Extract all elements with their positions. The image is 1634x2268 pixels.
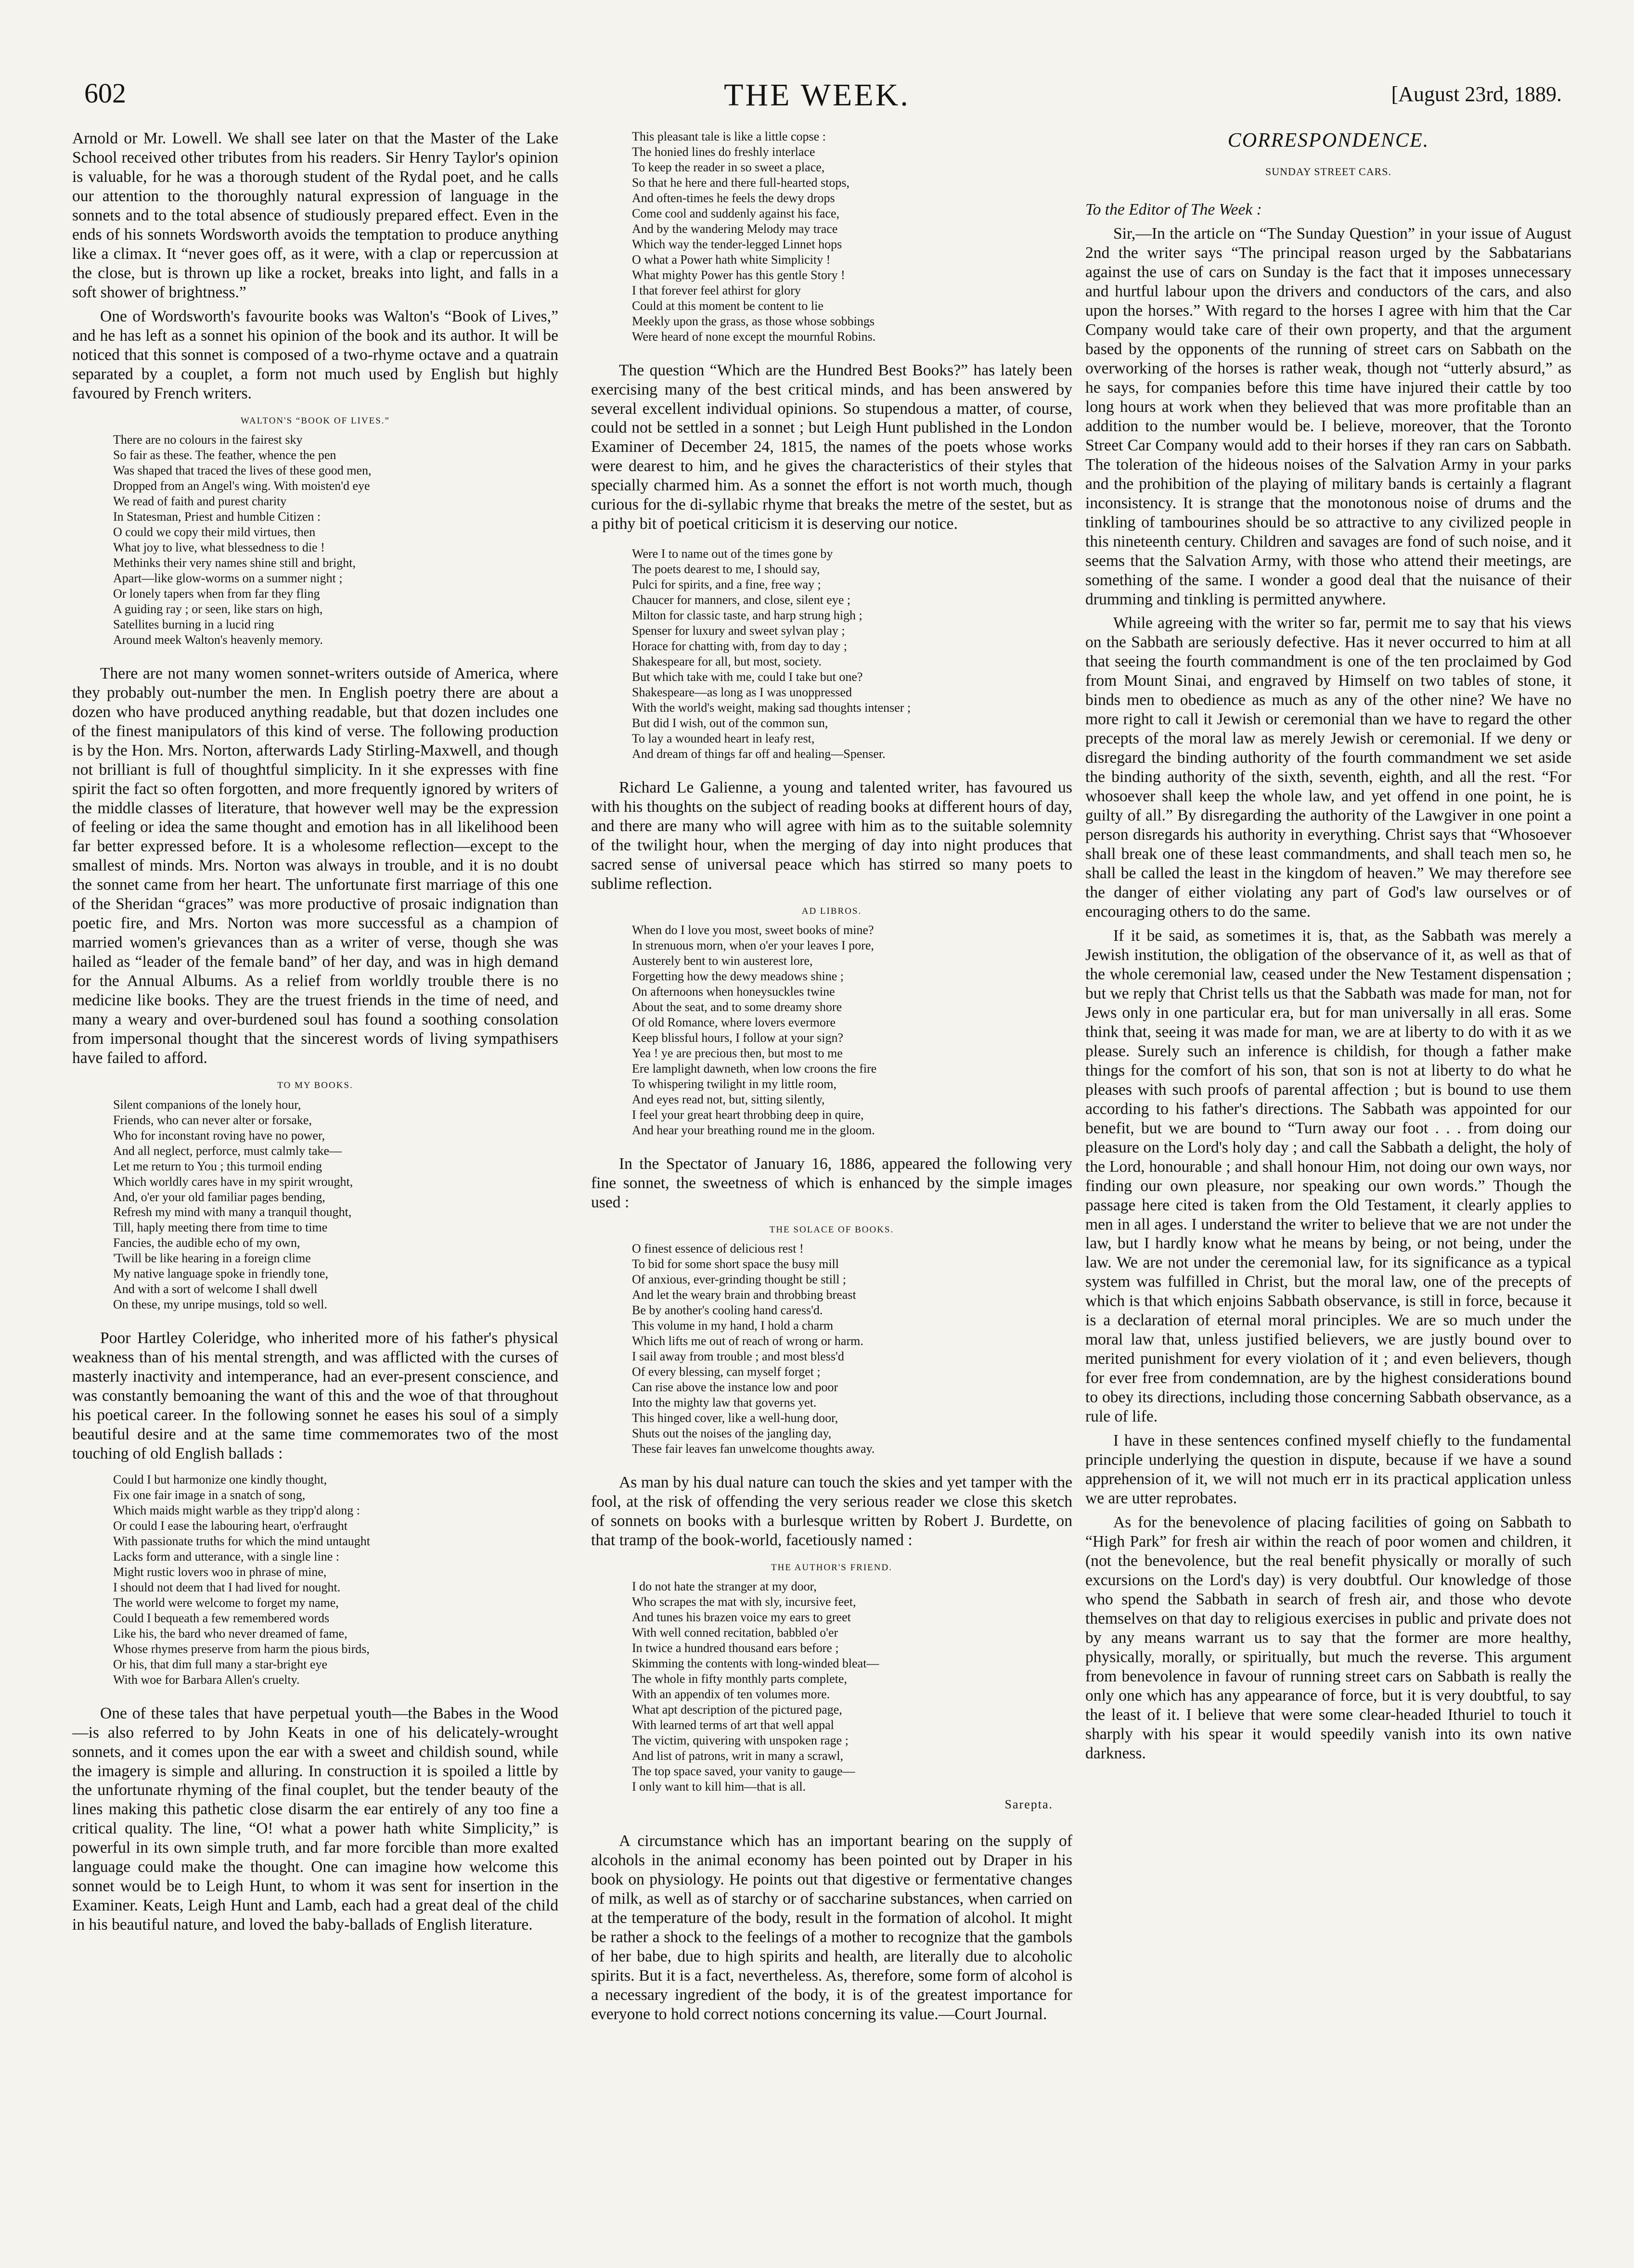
poem-line: But which take with me, could I take but one? xyxy=(632,670,863,684)
poem-line: But did I wish, out of the common sun, xyxy=(632,716,828,730)
poem-line: Apart—like glow-worms on a summer night ; xyxy=(113,571,343,585)
poem-line: And let the weary brain and throbbing breast xyxy=(632,1288,856,1302)
poem-line: And dream of things far off and healing—Spenser. xyxy=(632,746,886,761)
poem-line: My native language spoke in friendly tone, xyxy=(113,1267,328,1281)
poem-line: With passionate truths for which the mind untaught xyxy=(113,1534,371,1548)
poem-line: On afternoons when honeysuckles twine xyxy=(632,985,835,999)
article-paragraph: There are not many women sonnet-writers outside of America, where they probably out-number the men. In English poetry there are about a dozen who have produced anything readable, but that dozen includes one of the finest manipulators of this kind of verse. The following production is by the Hon. Mrs. Norton, afterwards Lady Stirling-Maxwell, and though not brilliant is full of thoughtful simplicity. In it she expresses with fine spirit the fact so often forgotten, and more frequently ignored by writers of the middle classes of literature, that however well may be the expression of feeling or idea the same thought and emotion has in all likelihood been far better expressed before. It is a wholesome reflection—except to the smallest of minds. Mrs. Norton was always in trouble, and it is no doubt the sonnet came from her heart. The unfortunate first marriage of this one of the Sheridan “graces” was more productive of prosaic indignation than poetic fire, and Mrs. Norton was more successful as a champion of married women's grievances than as a writer of verse, though she was hailed as “leader of the female band” of her day, and was in high demand for the Annual Albums. As a relief from worldly trouble there is no medicine like books. They are the truest friends in the time of need, and many a weary and over-burdened soul has found a soothing consolation from impersonal thought that the sincerest words of living sympathisers have failed to afford. xyxy=(72,664,558,1067)
poem-line: Forgetting how the dewy meadows shine ; xyxy=(632,969,844,984)
poem-line: Dropped from an Angel's wing. With moisten'd eye xyxy=(113,479,370,493)
poem-line: So that he here and there full-hearted stops, xyxy=(632,175,849,190)
poem-line: O finest essence of delicious rest ! xyxy=(632,1242,804,1256)
poem-line: Let me return to You ; this turmoil ending xyxy=(113,1159,322,1173)
poem-line: With the world's weight, making sad thoughts intenser ; xyxy=(632,700,911,715)
poem-line: Or could I ease the labouring heart, o'erfraught xyxy=(113,1518,347,1533)
poem-line: So fair as these. The feather, whence the pen xyxy=(113,448,336,462)
poem-line: About the seat, and to some dreamy shore xyxy=(632,1000,842,1014)
poem-line: This hinged cover, like a well-hung door, xyxy=(632,1411,838,1425)
poem-line: A guiding ray ; or seen, like stars on high, xyxy=(113,602,323,616)
poem-line: Who for inconstant roving have no power, xyxy=(113,1128,325,1142)
poem-line: Ere lamplight dawneth, when low croons the fire xyxy=(632,1061,877,1076)
poem-line: And list of patrons, writ in many a scrawl, xyxy=(632,1749,844,1763)
poem-line: Shuts out the noises of the jangling day, xyxy=(632,1426,832,1440)
poem-line: There are no colours in the fairest sky xyxy=(113,433,303,447)
poem-line: The victim, quivering with unspoken rage ; xyxy=(632,1733,849,1748)
poem-line: I only want to kill him—that is all. xyxy=(632,1779,806,1794)
poem-line: Of every blessing, can myself forget ; xyxy=(632,1365,821,1379)
poem-line: And eyes read not, but, sitting silently, xyxy=(632,1092,825,1106)
poem xyxy=(632,129,1072,345)
article-paragraph: As man by his dual nature can touch the skies and yet tamper with the fool, at the risk of offending the very serious reader we close this sketch of sonnets on books with a burlesque written by Robert J. Burdette, on that tramp of the book-world, facetiously named : xyxy=(591,1473,1072,1549)
poem-line: In twice a hundred thousand ears before ; xyxy=(632,1641,839,1655)
poem-line: Around meek Walton's heavenly memory. xyxy=(113,632,323,647)
poem-line: Of anxious, ever-grinding thought be still ; xyxy=(632,1272,847,1287)
poem-line: What joy to live, what blessedness to die ! xyxy=(113,540,325,554)
poem-line: I feel your great heart throbbing deep in quire, xyxy=(632,1107,864,1122)
poem-line: Till, haply meeting there from time to time xyxy=(113,1220,328,1235)
letter-paragraph: Sir,—In the article on “The Sunday Question” in your issue of August 2nd the writer says “The principal reason urged by the Sabbatarians against the use of cars on Sunday is the fact that it imposes unnecessary and hurtful labour upon the drivers and conductors of the cars, and also upon the horses.” With regard to the horses I agree with him that the Car Company would take care of their own property, and that the argument based by the opponents of the running of street cars on Sabbath on the overworking of the horses is rather weak, though not “utterly absurd,” as he says, for companies before this time have injured their cattle by too long hours at work when they believed that was more profitable than an addition to the number would be. I believe, moreover, that the Toronto Street Car Company would add to their horses if they ran cars on Sabbath. The toleration of the hideous noises of the Salvation Army in your parks and the prohibition of the playing of military bands is certainly a flagrant inconsistency. It is strange that the monotonous noise of drums and the tinkling of tambourines should be so attractive to any civilized people in this nineteenth century. Children and savages are fond of such noise, and it seems that the Salvation Army, with those who attend their meetings, are something of the same. I wonder a good deal that the nuisance of their drumming and tinkling is permitted anywhere. xyxy=(1085,225,1571,608)
poem-line: Could I but harmonize one kindly thought, xyxy=(113,1473,327,1487)
poem-line: Were heard of none except the mournful Robins. xyxy=(632,329,876,344)
poem-line: Silent companions of the lonely hour, xyxy=(113,1097,301,1112)
poem-line: Be by another's cooling hand caress'd. xyxy=(632,1303,823,1318)
masthead-title: THE WEEK. xyxy=(724,77,910,113)
poem-title: THE SOLACE OF BOOKS. xyxy=(769,1224,894,1235)
poem-line: I should not deem that I had lived for nought. xyxy=(113,1580,341,1594)
poem-line: Yea ! ye are precious then, but most to me xyxy=(632,1046,843,1061)
poem-line: Skimming the contents with long-winded bleat— xyxy=(632,1656,879,1671)
article-paragraph: In the Spectator of January 16, 1886, appeared the following very fine sonnet, the sweetness of which is enhanced by the simple images used : xyxy=(591,1154,1072,1211)
poem-line: I do not hate the stranger at my door, xyxy=(632,1579,817,1594)
poem xyxy=(632,923,1072,1138)
column-right xyxy=(1085,129,1571,2237)
poem-line: This volume in my hand, I hold a charm xyxy=(632,1319,834,1333)
poem-line: And often-times he feels the dewy drops xyxy=(632,191,835,205)
poem-line: Refresh my mind with many a tranquil thought, xyxy=(113,1205,352,1219)
poem xyxy=(632,546,1072,762)
poem-line: When do I love you most, sweet books of mine? xyxy=(632,923,874,937)
poem-line: Shakespeare for all, but most, society. xyxy=(632,654,822,669)
letter-paragraph: I have in these sentences confined myself chiefly to the fundamental principle underlying the question in dispute, because if we have a sound apprehension of it, we will not much err in its practical application unless we are utter reprobates. xyxy=(1085,1432,1571,1508)
column-middle xyxy=(591,129,1072,2237)
poem-line: Into the mighty law that governs yet. xyxy=(632,1396,817,1410)
poem-line: What mighty Power has this gentle Story ! xyxy=(632,268,845,282)
poem-line: The world were welcome to forget my name, xyxy=(113,1595,339,1610)
signature: Sarepta. xyxy=(1004,1797,1053,1811)
letter-paragraph: While agreeing with the writer so far, permit me to say that his views on the Sabbath are seriously defective. Has it never occurred to him at all that seeing the fourth commandment is one of the ten proclaimed by God from Mount Sinai, and engraved by Himself on two tables of stone, it binds men to obedience as much as any of the other nine? We have no more right to call it Jewish or ceremonial than we have to regard the other precepts of the moral law as merely Jewish or ceremonial. If we deny or disregard the binding authority of the fourth commandment we set aside the binding authority of the sixth, seventh, eighth, and all the rest. “For whosoever shall keep the whole law, and yet offend in one point, he is guilty of all.” By disregarding the authority of the Lawgiver in one point a person disregards his authority in everything. Christ says that “Whosoever shall break one of these least commandments, and shall teach men so, he shall be called the least in the kingdom of heaven.” We may therefore see the danger of either violating any part of God's law ourselves or of encouraging others to do the same. xyxy=(1085,614,1571,921)
poem-line: 'Twill be like hearing in a foreign clime xyxy=(113,1251,311,1266)
poem-title: TO MY BOOKS. xyxy=(277,1080,353,1091)
poem-line: Could I bequeath a few remembered words xyxy=(113,1611,330,1625)
poem-line: I that forever feel athirst for glory xyxy=(632,283,801,297)
poem-line: Satellites burning in a lucid ring xyxy=(113,617,274,631)
article-paragraph: A circumstance which has an important bearing on the supply of alcohols in the animal economy has been pointed out by Draper in his book on physiology. He points out that digestive or fermentative changes of milk, as well as of starchy or of saccharine substances, when carried on at the temperature of the body, result in the formation of alcohol. It might be rather a shock to the feelings of a mother to recognize that the gambols of her babe, due to high spirits and health, are literally due to alcoholic spirits. But it is a fact, nevertheless. As, therefore, some form of alcohol is a necessary ingredient of the body, it is of the greatest importance for everyone to hold correct notions concerning its value.—Court Journal. xyxy=(591,1832,1072,2023)
poem-line: The whole in fifty monthly parts complete, xyxy=(632,1672,847,1686)
poem-line: Which maids might warble as they tripp'd along : xyxy=(113,1503,360,1517)
poem-line: Was shaped that traced the lives of these good men, xyxy=(113,463,372,478)
poem-line: And by the wandering Melody may trace xyxy=(632,221,838,236)
poem-line: Austerely bent to win austerest lore, xyxy=(632,954,813,968)
poem-line: To lay a wounded heart in leafy rest, xyxy=(632,731,815,745)
poem xyxy=(113,432,558,648)
poem xyxy=(113,1097,558,1313)
poem-line: Could at this moment be content to lie xyxy=(632,298,823,313)
poem-line: And all neglect, perforce, must calmly take— xyxy=(113,1143,342,1158)
poem-line: Milton for classic taste, and harp strung high ; xyxy=(632,608,862,623)
poem-line: Come cool and suddenly against his face, xyxy=(632,206,840,220)
poem-title: THE AUTHOR'S FRIEND. xyxy=(771,1562,892,1573)
poem-line: Which worldly cares have in my spirit wrought, xyxy=(113,1174,353,1189)
poem-line: In strenuous morn, when o'er your leaves I pore, xyxy=(632,938,874,953)
poem-line: Fancies, the audible echo of my own, xyxy=(113,1236,300,1250)
poem-line: Fix one fair image in a snatch of song, xyxy=(113,1488,306,1502)
poem-line: With an appendix of ten volumes more. xyxy=(632,1687,830,1702)
poem-line: This pleasant tale is like a little copse : xyxy=(632,129,826,143)
poem-line: Shakespeare—as long as I was unoppressed xyxy=(632,685,852,699)
poem-line: And, o'er your old familiar pages bending, xyxy=(113,1190,325,1204)
poem-line: Keep blissful hours, I follow at your sign? xyxy=(632,1031,844,1045)
article-paragraph: Poor Hartley Coleridge, who inherited more of his father's physical weakness than of his mental strength, and was afflicted with the curses of masterly inactivity and intemperance, had an ever-present conscience, and was constantly bemoaning the want of this and the woe of that throughout his poetical career. In the following sonnet he eases his soul of a simply beautiful desire and at the same time commemorates two of the most touching of old English ballads : xyxy=(72,1329,558,1463)
page-number: 602 xyxy=(84,77,126,109)
poem-title: AD LIBROS. xyxy=(801,906,862,916)
poem-line: Or lonely tapers when from far they fling xyxy=(113,586,320,601)
poem-line: Like his, the bard who never dreamed of fame, xyxy=(113,1626,347,1640)
poem xyxy=(632,1241,1072,1457)
poem-line: What apt description of the pictured page, xyxy=(632,1703,842,1717)
article-paragraph: Arnold or Mr. Lowell. We shall see later on that the Master of the Lake School received other tributes from his readers. Sir Henry Taylor's opinion is valuable, for he was a thorough student of the Rydal poet, and he calls our attention to the thoroughly natural expression of language in the sonnets and to the total absence of studiously prepared effect. Even in the ends of his sonnets Wordsworth avoids the temptation to produce anything like a climax. It “never goes off, as it were, with a clap or repercussion at the close, but is thrown up like a rocket, breaks into light, and falls in a soft shower of brightness.” xyxy=(72,129,558,301)
column-left xyxy=(72,129,558,2237)
poem-line: Or his, that dim full many a star-bright eye xyxy=(113,1657,327,1671)
poem-line: And with a sort of welcome I shall dwell xyxy=(113,1282,318,1296)
poem-line: To keep the reader in so sweet a place, xyxy=(632,160,825,174)
poem-line: Pulci for spirits, and a fine, free way ; xyxy=(632,577,821,592)
poem-line: The honied lines do freshly interlace xyxy=(632,144,815,159)
section-subtitle: SUNDAY STREET CARS. xyxy=(1265,165,1392,178)
poem-line: We read of faith and purest charity xyxy=(113,494,287,509)
article-paragraph: The question “Which are the Hundred Best Books?” has lately been exercising many of the best critical minds, and has been answered by several excellent individual opinions. So stupendous a matter, of course, could not be settled in a sonnet ; but Leigh Hunt published in the London Examiner of December 24, 1815, the names of the poets whose works were dearest to him, and he gives the characteristics of their styles that specially charmed him. As a sonnet the effort is not worth much, though curious for the di-syllabic rhyme that breaks the metre of the sestet, but as a pithy bit of poetical criticism it is deserving our notice. xyxy=(591,361,1072,533)
poem-line: O could we copy their mild virtues, then xyxy=(113,525,316,539)
poem-line: Spenser for luxury and sweet sylvan play ; xyxy=(632,624,845,638)
article-paragraph: One of Wordsworth's favourite books was Walton's “Book of Lives,” and he has left as a sonnet his opinion of the book and its author. It will be noticed that this sonnet is composed of a two-rhyme octave and a quatrain separated by a couplet, a form not much used by English but highly favoured by French writers. xyxy=(72,307,558,402)
poem-line: With well conned recitation, babbled o'er xyxy=(632,1626,838,1640)
poem-line: Who scrapes the mat with sly, incursive feet, xyxy=(632,1595,856,1609)
poem-line: Meekly upon the grass, as those whose sobbings xyxy=(632,314,875,328)
poem xyxy=(632,1579,1072,1794)
poem-line: O what a Power hath white Simplicity ! xyxy=(632,252,831,267)
salutation: To the Editor of The Week : xyxy=(1085,201,1262,219)
letter-paragraph: If it be said, as sometimes it is, that, as the Sabbath was merely a Jewish institution, the obligation of the observance of it, as well as that of the whole ceremonial law, ceased under the New Testament dispensation ; but we reply that Christ tells us that the Sabbath was made for man, not for Jews only in one particular era, but for man universally in all eras. Some think that, seeing it was made for man, we are at liberty to do with it as we please. Surely such an inference is childish, for though a father make things for the comfort of his son, that son is not at liberty to do what he pleases with such proofs of parental affection ; but is bound to use them according to his father's directions. The Sabbath was appointed for our benefit, but we are bound to “Turn away our foot . . . from doing our pleasure on the Lord's holy day ; and call the Sabbath a delight, the holy of the Lord, honourable ; and shall honour Him, not doing our own ways, nor finding our own pleasure, nor speaking our own words.” Though the passage here cited is taken from the Old Testament, it clearly applies to men in all ages. I understand the writer to believe that we are not under the law, but I hardly know what he means by being, or not being, under the law. We are not under the ceremonial law, for its significance as a typical system was fulfilled in Christ, but the moral law, one of the precepts of which is that which enjoins Sabbath observance, is still in force, because it is a declaration of eternal moral principles. We are so much under the moral law that, unless justified believers, we are justly bound over to merited punishment for every violation of it ; and even believers, though for ever free from condemnation, are by the highest considerations bound to obey its directions, including those concerning Sabbath observance, as a rule of life. xyxy=(1085,926,1571,1426)
poem xyxy=(113,1472,558,1688)
poem-line: With learned terms of art that well appal xyxy=(632,1718,834,1732)
poem-line: To bid for some short space the busy mill xyxy=(632,1257,839,1271)
poem-line: To whispering twilight in my little room, xyxy=(632,1076,836,1091)
poem-line: I sail away from trouble ; and most bless'd xyxy=(632,1349,844,1364)
poem-title: WALTON'S “BOOK OF LIVES.” xyxy=(241,415,390,426)
poem-line: Lacks form and utterance, with a single line : xyxy=(113,1549,340,1563)
poem-line: Might rustic lovers woo in phrase of mine, xyxy=(113,1564,327,1579)
article-paragraph: Richard Le Galienne, a young and talented writer, has favoured us with his thoughts on the subject of reading books at different hours of day, and there are many who will agree with him as to the suitable solemnity of the twilight hour, when the merging of day into night produces that sacred sense of universal peace which has stirred so many poets to sublime reflection. xyxy=(591,778,1072,893)
letter-paragraph: As for the benevolence of placing facilities of going on Sabbath to “High Park” for fresh air within the reach of poor women and children, it (not the benevolence, but the real benefit physically or morally of such excursions on the Lord's day) is very doubtful. Our knowledge of those who spend the Sabbath in search of fresh air, and those who devote themselves on that day to religious exercises in public and private does not by any means warrant us to say that the former are more healthy, physically, morally, or spiritually, but much the reverse. This argument from benevolence in favour of running street cars on Sabbath is really the only one which has any appearance of force, but it is very doubtful, to say the least of it. I believe that were some clear-headed Ithuriel to touch it sharply with his spear it would speedily vanish into its own native darkness. xyxy=(1085,1513,1571,1762)
poem-line: Methinks their very names shine still and bright, xyxy=(113,555,356,570)
poem-line: The top space saved, your vanity to gauge— xyxy=(632,1764,855,1779)
poem-line: And hear your breathing round me in the gloom. xyxy=(632,1123,875,1137)
poem-line: Of old Romance, where lovers evermore xyxy=(632,1015,836,1030)
poem-line: In Statesman, Priest and humble Citizen : xyxy=(113,510,321,524)
poem-line: Were I to name out of the times gone by xyxy=(632,547,833,561)
poem-line: Can rise above the instance low and poor xyxy=(632,1380,838,1395)
issue-date: [August 23rd, 1889. xyxy=(1391,82,1562,106)
poem-line: And tunes his brazen voice my ears to greet xyxy=(632,1610,851,1625)
poem-line: Which way the tender-legged Linnet hops xyxy=(632,237,842,251)
poem-line: Friends, who can never alter or forsake, xyxy=(113,1113,312,1127)
article-paragraph: One of these tales that have perpetual youth—the Babes in the Wood—is also referred to by John Keats in one of his delicately-wrought sonnets, and it comes upon the ear with a sweet and childish sound, while the imagery is simple and alluring. In construction it is spoiled a little by the unfortunate rhyming of the final couplet, but the tender beauty of the lines making this pathetic close disarm the ear entirely of any too fine a critical quality. The line, “O! what a power hath white Simplicity,” is powerful in its own simple truth, and far more forcible than more exalted language could make the thought. One can imagine how welcome this sonnet would be to Leigh Hunt, to whom it was sent for insertion in the Examiner. Keats, Leigh Hunt and Lamb, each had a great deal of the child in his beautiful nature, and loved the baby-ballads of English literature. xyxy=(72,1704,558,1934)
poem-line: Whose rhymes preserve from harm the pious birds, xyxy=(113,1641,370,1656)
poem-line: Horace for chatting with, from day to day ; xyxy=(632,639,847,653)
poem-line: With woe for Barbara Allen's cruelty. xyxy=(113,1672,300,1687)
section-title: CORRESPONDENCE. xyxy=(1227,129,1429,152)
poem-line: These fair leaves fan unwelcome thoughts away. xyxy=(632,1441,875,1456)
poem-line: Chaucer for manners, and close, silent eye ; xyxy=(632,593,851,607)
poem-line: Which lifts me out of reach of wrong or harm. xyxy=(632,1334,863,1348)
poem-line: The poets dearest to me, I should say, xyxy=(632,562,820,577)
poem-line: On these, my unripe musings, told so well. xyxy=(113,1297,327,1312)
